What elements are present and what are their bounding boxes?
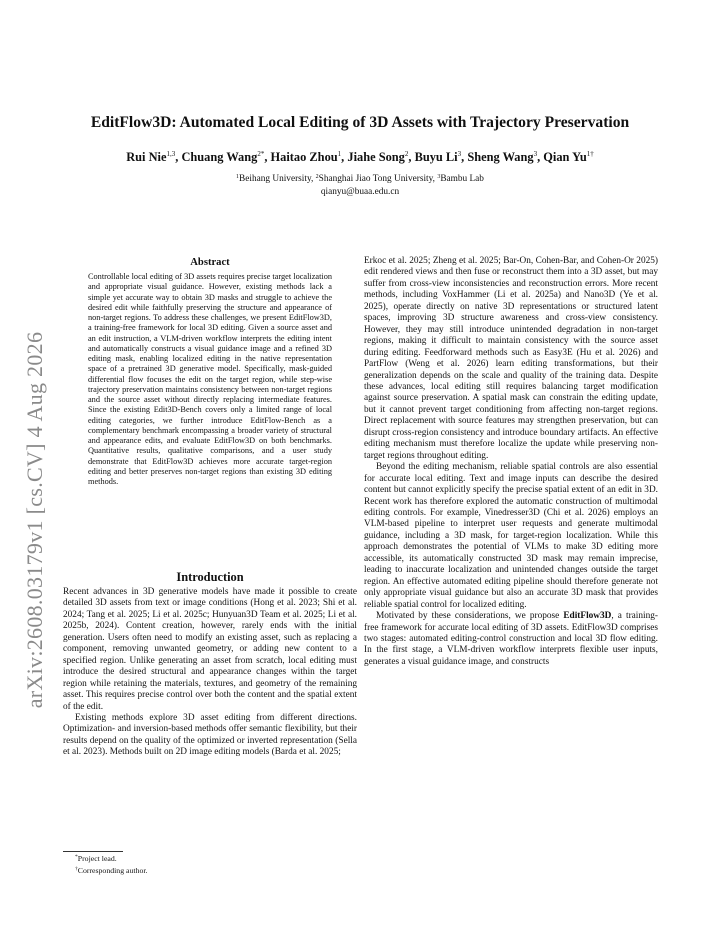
method-name: EditFlow3D [563,611,612,622]
paragraph: Beyond the editing mechanism, reliable spatial controls are also essential for accurate local editing. Text and image inputs can describe the desired content but cannot explicitly specify the precise spatial extent of an edit in 3D. Recent work has therefore explored the automatic construction of multimodal editing controls. For example, Vinedresser3D (Chi et al. 2026) employs an VLM-based pipeline to interpret user requests and generate multimodal guidance, including a 3D mask, for target-region localization. While this approach demonstrates the potential of VLMs to make 3D editing more accessible, its automatically constructed 3D mask may remain imprecise, leading to inaccurate localization and unintended changes outside the target region. An effective automated editing pipeline should therefore generate not only appropriate visual guidance but also an accurate 3D mask that provides reliable spatial control for localized editing. [364,462,658,610]
right-column [364,256,658,668]
author: Chuang Wang$^{2*}$ [181,150,265,164]
affiliations: $^1$Beihang University, $^2$Shanghai Jiao Tong University, $^3$Bambu Lab [236,174,484,184]
author: Rui Nie$^{1,3}$ [126,150,176,164]
abstract-text: Controllable local editing of 3D assets requires precise target localization and appropriate visual guidance. However, existing methods lack a simple yet accurate way to obtain 3D masks and struggle to achieve the desired edit while faithfully preserving the structure and appearance of non-target regions. To address these challenges, we present EditFlow3D, a training-free framework for local 3D editing. Given a source asset and an edit instruction, a VLM-driven workflow interprets the editing intent and automatically constructs a visual guidance image and a refined 3D editing mask, enabling localized editing in the native representation space of a pretrained 3D generative model. Specifically, mask-guided differential flow focuses the edit on the target region, while step-wise trajectory preservation maintains consistency between non-target regions and the source asset without directly replacing intermediate features. Since the existing Edit3D-Bench covers only a limited range of local editing categories, we further introduce EditFlow-Bench as a complementary benchmark encompassing a broader variety of structural and appearance edits, and evaluate EditFlow3D on both benchmarks. Quantitative results, qualitative comparisons, and a user study demonstrate that EditFlow3D achieves more accurate target-region editing and better preserves non-target regions than existing 3D editing methods. [88,272,332,486]
author-list: Rui Nie$^{1,3}$, Chuang Wang$^{2*}$, Haitao Zhou$^1$, Jiahe Song$^2$, Buyu Li$^3$, Sheng Wang$^3$, Qian $Yu^{1\dagger}$ [126,150,594,164]
paragraph: Erkoc et al. 2025; Zheng et al. 2025; Bar-On, Cohen-Bar, and Cohen-Or 2025) edit rendered views and then fuse or reconstruct them into a 3D asset, but may suffer from cross-view inconsistencies and reconstruction errors. More recent methods, including VoxHammer (Li et al. 2025a) and Nano3D (Ye et al. 2025), operate directly on native 3D representations or structured latent spaces, improving 3D structure awareness and cross-view consistency. However, they may still introduce unintended degradation in non-target regions, making it difficult to maintain consistency with the source asset during editing. Feedforward methods such as Easy3E (Hu et al. 2026) and PartFlow (Weng et al. 2026) learn editing transformations, but their generalization depends on the scale and quality of the training data. Despite these advances, local editing still requires balancing target modification against source preservation. A spatial mask can constrain the editing update, but it cannot prevent target conditioning from affecting non-target regions. Direct replacement with source features may strengthen preservation, but can disrupt cross-region consistency and introduce boundary artifacts. An effective editing mechanism must therefore localize the update while preserving non-target regions throughout editing. [364,256,658,461]
footnote: †Corresponding author. [75,866,148,875]
author: Buyu Li$^3$ [414,150,462,164]
arxiv-id: arXiv:2608.03179v1 [cs.CV] 4 Aug 2026 [22,331,47,709]
author: Haitao Zhou$^1$ [270,150,342,164]
author: Qian $Yu^{1\dagger}$ [543,150,594,164]
contact-email: qianyu@buaa.edu.cn [320,187,400,197]
paragraph: Existing methods explore 3D asset editing from different directions. Optimization- and inversion-based methods offer semantic flexibility, but their results depend on the quality of the optimized or inverted representation (Sella et al. 2023). Methods built on 2D image editing models (Barda et al. 2025; [63,712,357,758]
paragraph: Motivated by these considerations, we propose EditFlow3D, a training-free framework for accurate local editing of 3D assets. EditFlow3D comprises two stages: automated editing-control construction and local 3D flow editing. In the first stage, a VLM-driven workflow interprets flexible user inputs, generates a visual guidance image, and constructs [364,611,658,667]
footnote: *Project lead. [75,854,117,863]
author: Sheng Wang$^3$ [467,150,538,164]
footnote-rule [63,851,123,852]
left-column [63,587,357,759]
abstract-heading: Abstract [190,257,230,268]
author: Jiahe Song$^2$ [347,150,409,164]
introduction-heading: Introduction [176,570,244,584]
paragraph: Recent advances in 3D generative models have made it possible to create detailed 3D assets from text or image conditions (Hong et al. 2023; Shi et al. 2024; Tang et al. 2025; Li et al. 2025c; Hunyuan3D Team et al. 2025; Li et al. 2025b, 2024). Content creation, however, rarely ends with the initial generation. Users often need to modify an existing asset, such as replacing a component, removing unwanted geometry, or adding new content to a specified region. Unlike generating an asset from scratch, local editing must introduce the desired structural and appearance changes within the target region while retaining the materials, textures, and geometry of the remaining asset. This requires precise control over both the content and the spatial extent of the edit. [63,587,357,712]
paper-title: EditFlow3D: Automated Local Editing of 3D Assets with Trajectory Preservation [90,114,630,131]
arxiv-watermark [20,320,50,720]
